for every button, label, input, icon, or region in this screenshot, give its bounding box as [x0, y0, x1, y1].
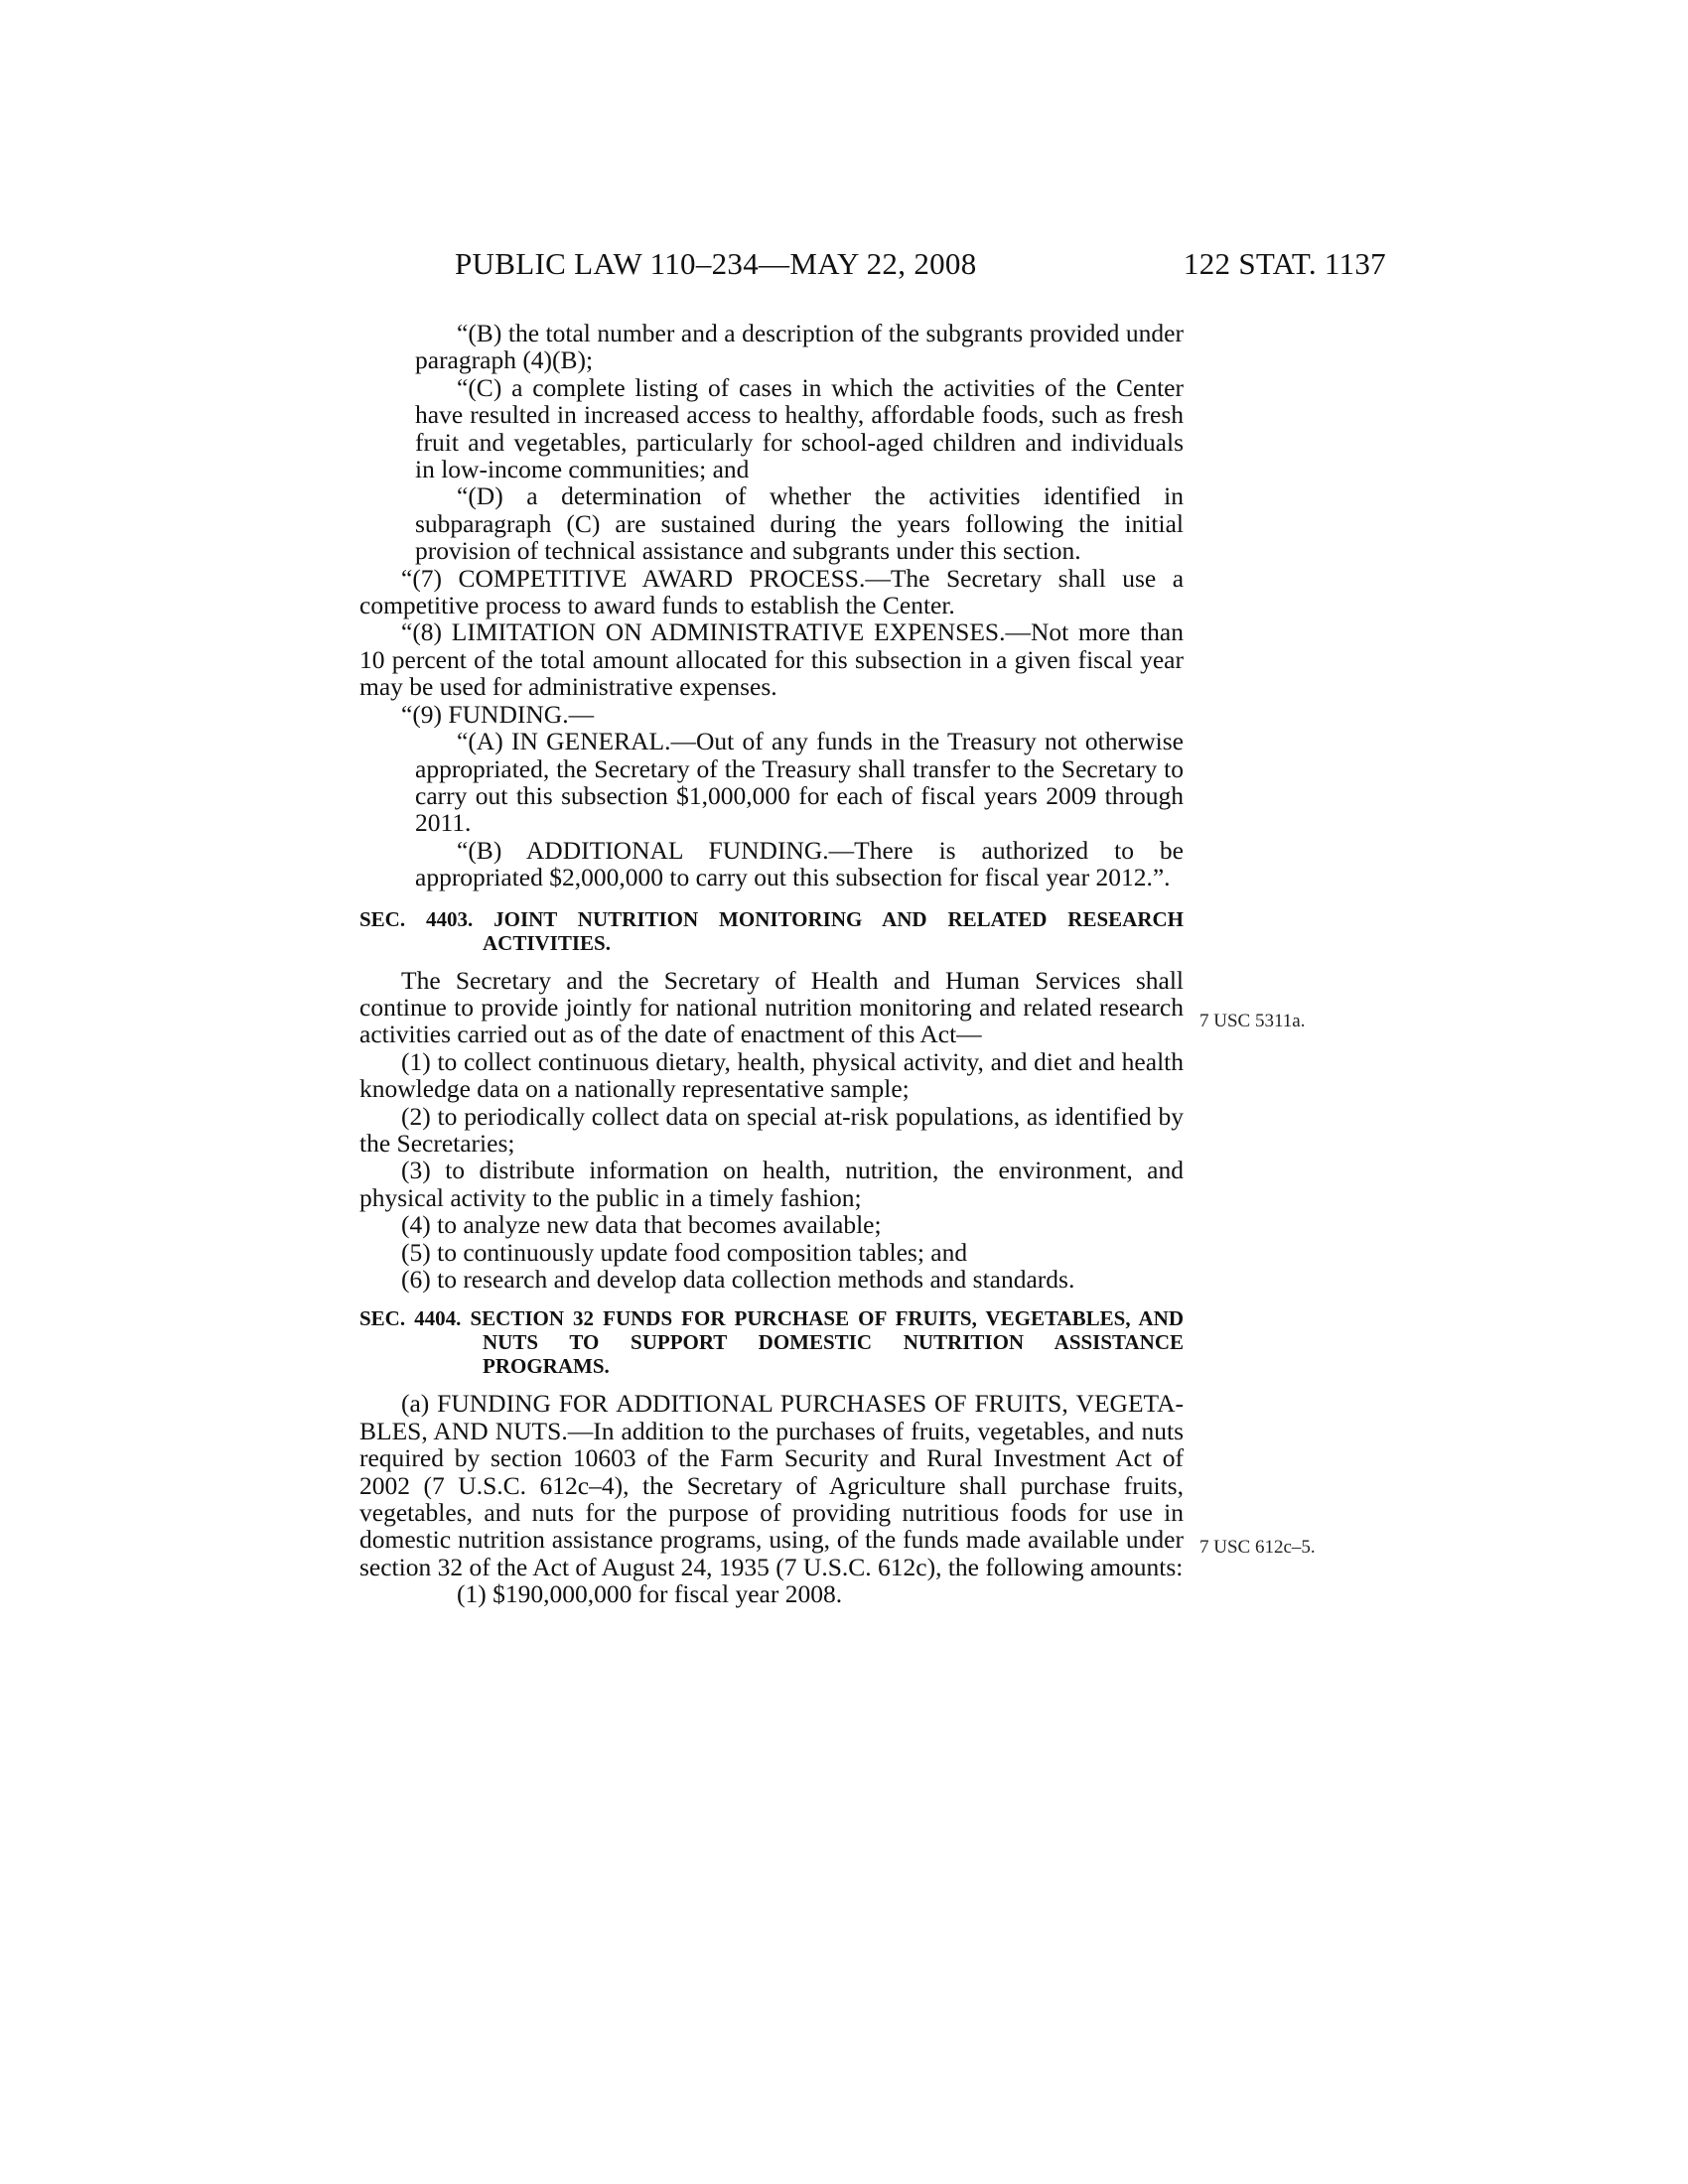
paragraph-9a-heading-letter: N	[519, 727, 538, 756]
paragraph-9a	[359, 728, 1184, 837]
paragraph-9b	[359, 837, 1184, 891]
paragraph-9-label: “(9) F	[401, 699, 463, 729]
section-4404-title: SEC. 4404. SECTION 32 FUNDS FOR PURCHASE OF FRUITS, VEGETABLES, AND NUTS TO SUPPORT DOMESTIC NUTRITION ASSISTANCE PROGRAMS.	[359, 1306, 1184, 1379]
subsection-a-heading-3: URCHASES OF	[793, 1389, 975, 1419]
paragraph-9	[359, 701, 1184, 728]
list-item: (2) to periodically collect data on special at-risk populations, as identified by the Secretaries;	[359, 1101, 1184, 1158]
list-item: (1) to collect continuous dietary, health, physical activity, and diet and health knowledge data on a nationally representative sample;	[359, 1046, 1184, 1104]
section-4404-heading	[359, 1306, 1184, 1378]
subsection-a-heading-5: EGETABLES, AND	[359, 1389, 1184, 1445]
paragraph-8	[359, 618, 1184, 700]
margin-note-4404: 7 USC 612c–5.	[1199, 1537, 1316, 1558]
paragraph-8-heading: IMITATION ON ADMINISTRATIVE EXPENSES	[467, 617, 1000, 647]
public-law-title: PUBLIC LAW 110–234—MAY 22, 2008	[455, 246, 977, 281]
subsection-a-heading-2: DDITIONAL	[633, 1389, 780, 1419]
paragraph-8-text: .—Not more than 10 percent of the total amount allocated for this subsection in a given fiscal year may be used for administrative expenses.	[359, 617, 1184, 702]
paragraph-7	[359, 565, 1184, 619]
document-body	[359, 320, 1184, 1608]
subsection-a-heading-6: UTS	[513, 1416, 562, 1445]
list-item: (6) to research and develop data collection methods and standards.	[401, 1265, 1075, 1294]
section-4403-title: SEC. 4403. JOINT NUTRITION MONITORING AND RELATED RESEARCH ACTIVITIES.	[359, 906, 1184, 955]
section-4403-intro: The Secretary and the Secretary of Health and Human Services shall continue to provide jointly for national nutrition monitoring and related research activities carried out as of the date of enactment of this Act—	[359, 965, 1184, 1049]
paragraph-9a-heading: GENERAL	[537, 727, 665, 756]
subsection-a-heading-cap-2: A	[616, 1389, 634, 1419]
paragraph-7-heading: OMPETITIVE AWARD PROCESS	[475, 563, 859, 593]
subsection-a-heading-cap-4: F	[974, 1389, 989, 1419]
subsection-a-heading-cap-3: P	[779, 1389, 794, 1419]
subsection-a-heading-cap-6: N	[494, 1416, 514, 1445]
list-item: (4) to analyze new data that becomes available;	[401, 1210, 882, 1240]
list-item: (5) to continuously update food composition tables; and	[401, 1237, 968, 1267]
paragraph-b: “(B) the total number and a description of the subgrants provided under paragraph (4)(B);	[415, 319, 1184, 375]
list-item: (3) to distribute information on health, nutrition, the environment, and physical activity to the public in a timely fashion;	[359, 1156, 1184, 1212]
paragraph-9a-label: “(A) I	[457, 727, 520, 756]
list-item: (1) $190,000,000 for fiscal year 2008.	[457, 1579, 843, 1609]
paragraph-9b-label: “(B) A	[457, 835, 545, 865]
paragraph-d: “(D) a determination of whether the activities identified in subparagraph (C) are sustained during the years following the initial provision of technical assistance and subgrants under this section.	[415, 481, 1184, 566]
subsection-a-heading-cap-5: V	[1075, 1389, 1094, 1419]
section-4403-heading	[359, 907, 1184, 955]
section-4404-subsection-a	[359, 1390, 1184, 1580]
paragraph-7-text: .—The Secretary shall use a competitive process to award funds to establish the Center.	[359, 563, 1185, 620]
paragraph-9-text: .—	[562, 699, 595, 729]
paragraph-c: “(C) a complete listing of cases in which the activities of the Center have resulted in increased access to healthy, affordable foods, such as fresh fruit and vegetables, particularly for school-aged children and individuals in low-income communities; and	[415, 372, 1184, 484]
statute-page-number: 122 STAT. 1137	[1183, 246, 1386, 281]
paragraph-9-heading: UNDING	[462, 699, 563, 729]
paragraph-7-label: “(7) C	[401, 563, 476, 593]
paragraph-9b-text: .—There is authorized to be appropriated $2,000,000 to carry out this subsection for fiscal year 2012.”.	[415, 835, 1184, 892]
paragraph-9a-text: .—Out of any funds in the Treasury not otherwise appropriated, the Secretary of the Treasury shall transfer to the Secretary to carry out this subsection $1,000,000 for each of fiscal years 2009 through 2011.	[415, 727, 1184, 838]
margin-note-4403: 7 USC 5311a.	[1199, 1011, 1306, 1031]
subsection-a-heading-1: UNDING FOR	[451, 1389, 617, 1419]
subsection-a-label: (a) F	[401, 1389, 452, 1419]
paragraph-9b-heading: DDITIONAL FUNDING	[544, 835, 823, 865]
paragraph-8-label: “(8) L	[401, 617, 468, 647]
running-head	[455, 246, 1386, 286]
subsection-a-text: .—In addition to the purchases of fruits, vegetables, and nuts required by section 10603 of the Farm Security and Rural Investment Act of 2002 (7 U.S.C. 612c–4), the Secretary of Agriculture shall purchase fruits, vegetables, and nuts for the purpose of providing nutritious foods for use in domestic nutrition assistance programs, using, of the funds made available under section 32 of the Act of August 24, 1935 (7 U.S.C. 612c), the following amounts:	[359, 1416, 1184, 1581]
subsection-a-heading-4: RUITS,	[988, 1389, 1076, 1419]
